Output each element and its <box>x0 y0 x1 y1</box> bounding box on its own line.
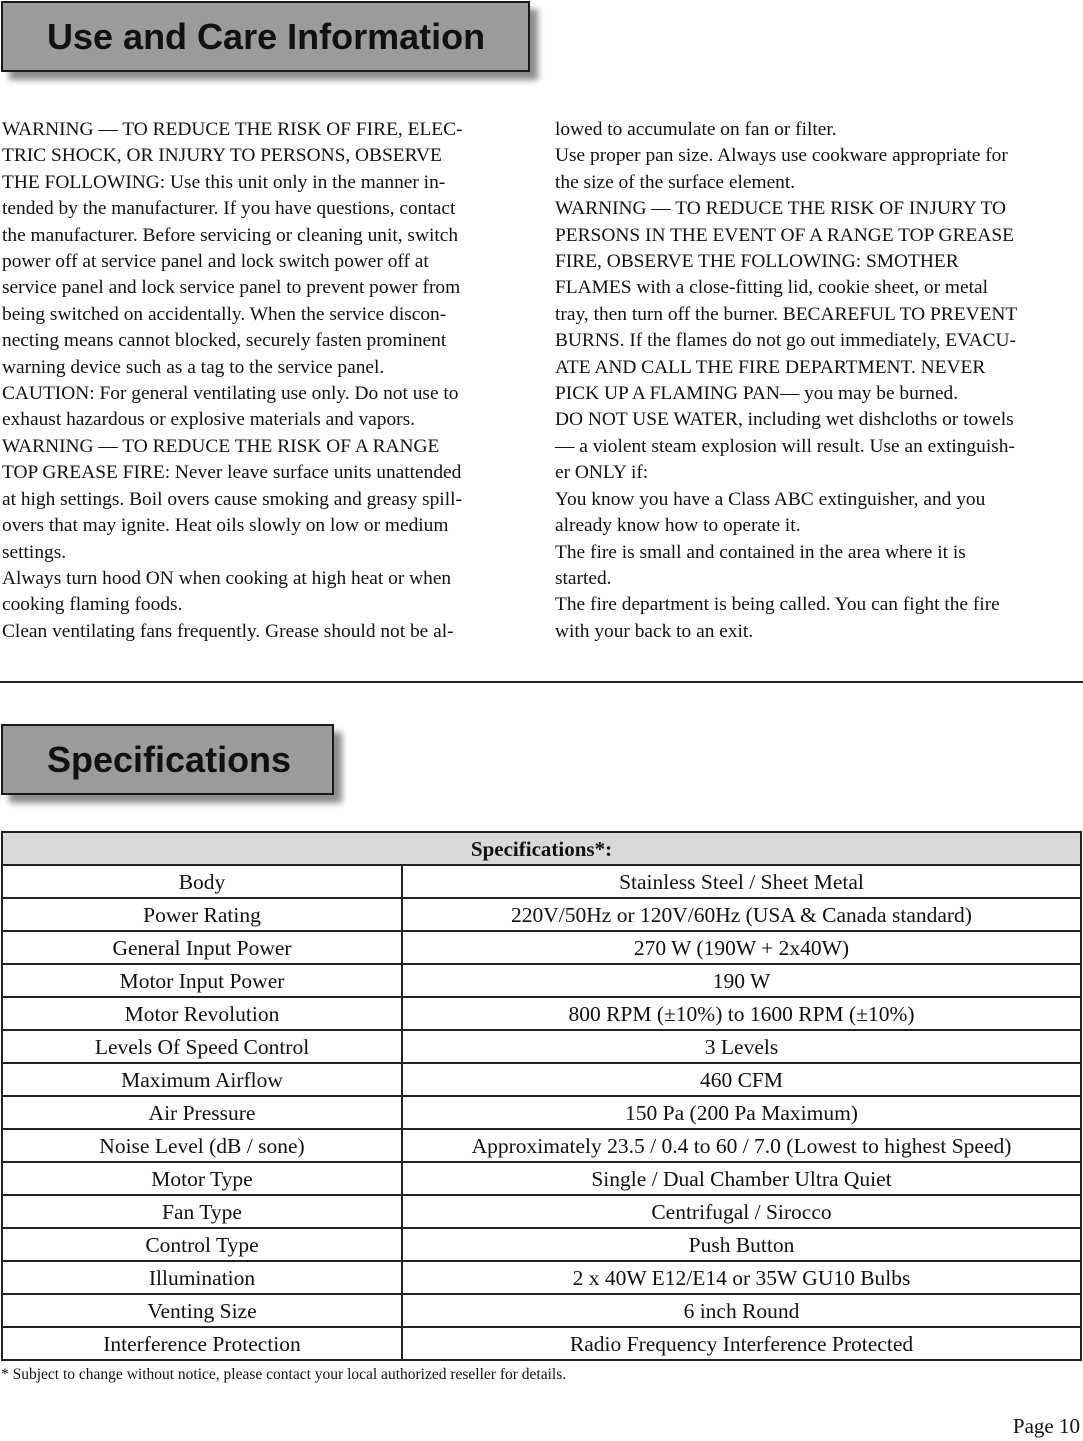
table-row <box>2 1063 1081 1096</box>
footnote: * Subject to change without notice, please contact your local authorized reseller for details. <box>1 1366 567 1383</box>
use-care-left-column <box>2 117 527 645</box>
text-line: You know you have a Class ABC extinguisher, and you <box>555 488 986 510</box>
text-line: tray, then turn off the burner. BECAREFUL TO PREVENT <box>555 303 1018 325</box>
text-line: WARNING — TO REDUCE THE RISK OF INJURY TO <box>555 198 1007 220</box>
text-line: er ONLY if: <box>555 462 649 484</box>
spec-value: 460 CFM <box>402 1063 1081 1096</box>
spec-label: Venting Size <box>2 1294 402 1327</box>
text-line: The fire department is being called. You can fight the fire <box>555 594 1000 616</box>
table-row <box>2 1294 1081 1327</box>
text-line: necting means cannot blocked, securely fasten prominent <box>2 330 447 352</box>
text-line: the manufacturer. Before servicing or cleaning unit, switch <box>2 224 459 246</box>
spec-label: Illumination <box>2 1261 402 1294</box>
text-line: the size of the surface element. <box>555 171 796 193</box>
spec-label: Maximum Airflow <box>2 1063 402 1096</box>
spec-value: 800 RPM (±10%) to 1600 RPM (±10%) <box>402 997 1081 1030</box>
spec-label: Body <box>2 865 402 898</box>
spec-label: Motor Input Power <box>2 964 402 997</box>
table-row <box>2 1162 1081 1195</box>
spec-value: Stainless Steel / Sheet Metal <box>402 865 1081 898</box>
text-line: FIRE, OBSERVE THE FOLLOWING: SMOTHER <box>555 251 959 273</box>
spec-value: 270 W (190W + 2x40W) <box>402 931 1081 964</box>
text-line: DO NOT USE WATER, including wet dishcloths or towels <box>555 409 1014 431</box>
text-line: Clean ventilating fans frequently. Grease should not be al- <box>2 620 454 642</box>
use-care-right-column <box>555 117 1082 645</box>
spec-value: 150 Pa (200 Pa Maximum) <box>402 1096 1081 1129</box>
section-divider <box>0 681 1083 683</box>
text-line: settings. <box>2 541 67 563</box>
text-line: TRIC SHOCK, OR INJURY TO PERSONS, OBSERVE <box>2 145 442 167</box>
text-line: WARNING — TO REDUCE THE RISK OF FIRE, ELEC- <box>2 119 463 140</box>
table-row <box>2 1195 1081 1228</box>
spec-label: Noise Level (dB / sone) <box>2 1129 402 1162</box>
table-row <box>2 964 1081 997</box>
text-line: warning device such as a tag to the service panel. <box>2 356 385 378</box>
text-line: BURNS. If the flames do not go out immediately, EVACU- <box>555 330 1017 352</box>
text-line: ATE AND CALL THE FIRE DEPARTMENT. NEVER <box>555 356 986 378</box>
text-line: Use proper pan size. Always use cookware appropriate for <box>555 145 1008 167</box>
spec-label: Power Rating <box>2 898 402 931</box>
use-care-section-header <box>1 1 530 72</box>
text-line: PERSONS IN THE EVENT OF A RANGE TOP GREASE <box>555 224 1014 246</box>
spec-value: Push Button <box>402 1228 1081 1261</box>
text-line: overs that may ignite. Heat oils slowly on low or medium <box>2 515 449 537</box>
spec-value: 6 inch Round <box>402 1294 1081 1327</box>
text-line: THE FOLLOWING: Use this unit only in the manner in- <box>2 171 446 193</box>
table-row <box>2 1228 1081 1261</box>
text-line: TOP GREASE FIRE: Never leave surface units unattended <box>2 462 462 484</box>
text-line: tended by the manufacturer. If you have questions, contact <box>2 198 456 220</box>
spec-value: Centrifugal / Sirocco <box>402 1195 1081 1228</box>
text-line: The fire is small and contained in the area where it is <box>555 541 966 563</box>
table-header-row <box>2 832 1081 865</box>
spec-value: Approximately 23.5 / 0.4 to 60 / 7.0 (Lowest to highest Speed) <box>402 1129 1081 1162</box>
text-line: with your back to an exit. <box>555 620 754 642</box>
spec-label: Levels Of Speed Control <box>2 1030 402 1063</box>
text-line: — a violent steam explosion will result. Use an extinguish- <box>555 435 1015 457</box>
page-number: Page 10 <box>1012 1414 1080 1438</box>
spec-label: Motor Type <box>2 1162 402 1195</box>
table-title: Specifications*: <box>2 832 1081 865</box>
text-line: lowed to accumulate on fan or filter. <box>555 119 837 140</box>
spec-label: Control Type <box>2 1228 402 1261</box>
text-line: cooking flaming foods. <box>2 594 183 616</box>
text-line: Always turn hood ON when cooking at high heat or when <box>2 567 452 589</box>
text-line: CAUTION: For general ventilating use only. Do not use to <box>2 383 459 405</box>
table-row <box>2 865 1081 898</box>
text-line: PICK UP A FLAMING PAN— you may be burned. <box>555 383 959 405</box>
use-care-title: Use and Care Information <box>47 15 486 57</box>
table-row <box>2 898 1081 931</box>
table-row <box>2 1261 1081 1294</box>
table-row <box>2 1030 1081 1063</box>
specifications-title: Specifications <box>47 738 292 780</box>
specifications-table <box>1 831 1082 1361</box>
table-row <box>2 1327 1081 1360</box>
spec-label: Fan Type <box>2 1195 402 1228</box>
spec-label: Air Pressure <box>2 1096 402 1129</box>
text-line: WARNING — TO REDUCE THE RISK OF A RANGE <box>2 435 440 457</box>
spec-value: 3 Levels <box>402 1030 1081 1063</box>
text-line: service panel and lock service panel to prevent power from <box>2 277 461 299</box>
spec-value: Radio Frequency Interference Protected <box>402 1327 1081 1360</box>
text-line: already know how to operate it. <box>555 515 801 537</box>
spec-label: Motor Revolution <box>2 997 402 1030</box>
spec-value: 220V/50Hz or 120V/60Hz (USA & Canada standard) <box>402 898 1081 931</box>
spec-label: Interference Protection <box>2 1327 402 1360</box>
table-row <box>2 997 1081 1030</box>
spec-label: General Input Power <box>2 931 402 964</box>
text-line: started. <box>555 567 612 589</box>
table-row <box>2 1129 1081 1162</box>
spec-value: 190 W <box>402 964 1081 997</box>
table-body <box>2 865 1081 1360</box>
table-row <box>2 931 1081 964</box>
specifications-section-header <box>1 724 334 795</box>
text-line: power off at service panel and lock switch power off at <box>2 251 429 273</box>
spec-value: 2 x 40W E12/E14 or 35W GU10 Bulbs <box>402 1261 1081 1294</box>
text-line: FLAMES with a close-fitting lid, cookie sheet, or metal <box>555 277 988 299</box>
text-line: being switched on accidentally. When the service discon- <box>2 303 447 325</box>
spec-value: Single / Dual Chamber Ultra Quiet <box>402 1162 1081 1195</box>
table-row <box>2 1096 1081 1129</box>
text-line: at high settings. Boil overs cause smoking and greasy spill- <box>2 488 462 510</box>
text-line: exhaust hazardous or explosive materials and vapors. <box>2 409 415 431</box>
